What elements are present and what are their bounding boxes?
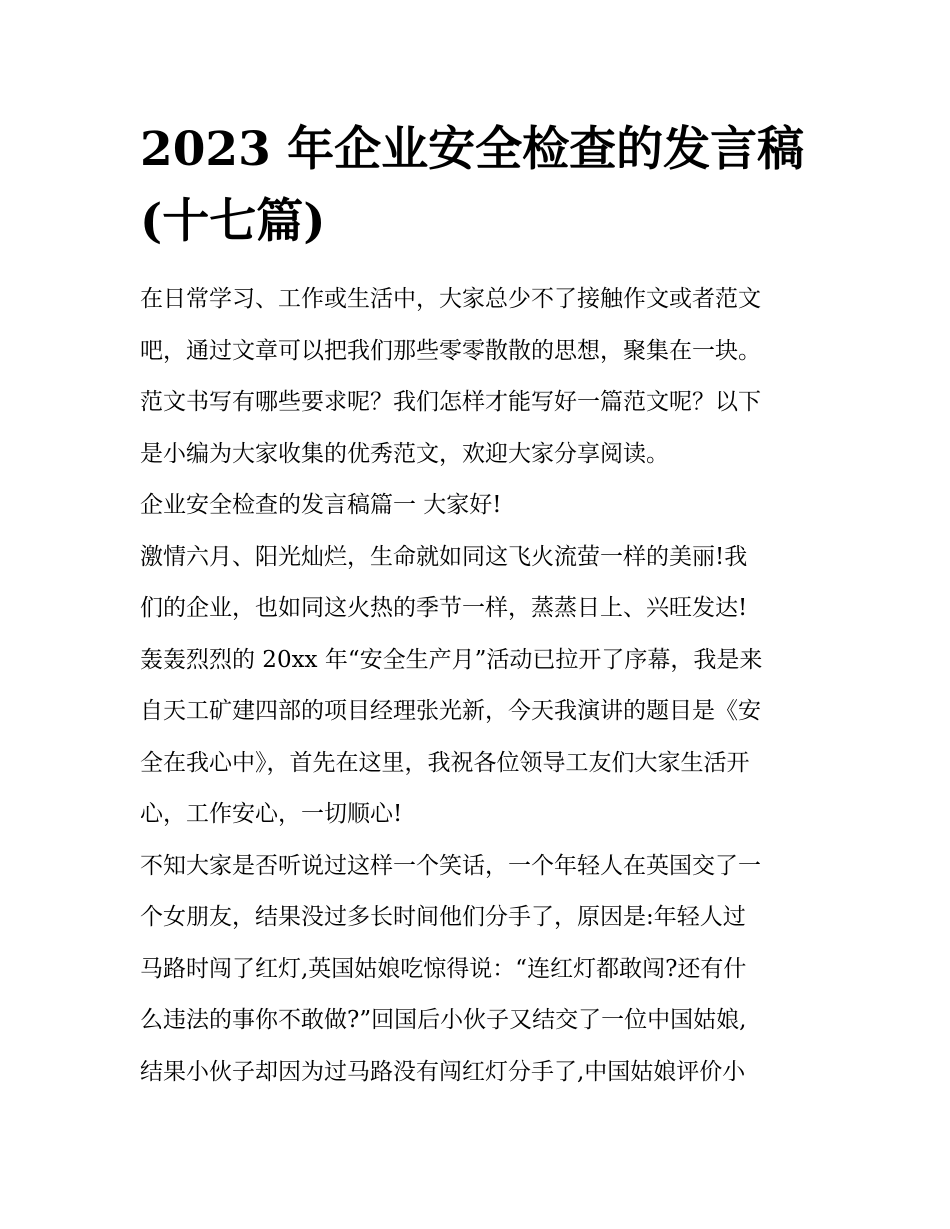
document-title — [140, 114, 820, 258]
body-line: 全在我心中》，首先在这里，我祝各位领导工友们大家生活开 — [140, 749, 750, 776]
body-line: 么违法的事你不敢做?”回国后小伙子又结交了一位中国姑娘, — [140, 1007, 747, 1033]
body-line: 个女朋友，结果没过多长时间他们分手了，原因是:年轻人过 — [140, 904, 746, 930]
body-line: 范文书写有哪些要求呢？我们怎样才能写好一篇范文呢？以下 — [140, 389, 761, 415]
body-line: 吧，通过文章可以把我们那些零零散散的思想，聚集在一块。 — [140, 337, 761, 364]
body-line: 在日常学习、工作或生活中，大家总少不了接触作文或者范文 — [140, 286, 761, 312]
body-line: 不知大家是否听说过这样一个笑话，一个年轻人在英国交了一 — [140, 852, 761, 879]
document-body — [140, 274, 830, 1098]
body-line: 结果小伙子却因为过马路没有闯红灯分手了,中国姑娘评价小 — [140, 1058, 746, 1085]
title-line-2: (十七篇) — [140, 194, 326, 249]
title-line-1: 2023 年企业安全检查的发言稿 — [140, 122, 805, 177]
body-line: 轰轰烈烈的 20xx 年“安全生产月”活动已拉开了序幕，我是来 — [140, 646, 763, 673]
body-line: 激情六月、阳光灿烂，生命就如同这飞火流萤一样的美丽!我 — [140, 543, 748, 570]
body-line: 们的企业，也如同这火热的季节一样，蒸蒸日上、兴旺发达! — [140, 595, 748, 621]
body-line: 马路时闯了红灯,英国姑娘吃惊得说：“连红灯都敢闯?还有什 — [140, 955, 747, 982]
body-line: 心，工作安心，一切顺心! — [140, 801, 403, 827]
body-line: 是小编为大家收集的优秀范文，欢迎大家分享阅读。 — [140, 440, 669, 467]
section-heading-line: 企业安全检查的发言稿篇一 大家好! — [140, 492, 502, 518]
body-line: 自天工矿建四部的项目经理张光新，今天我演讲的题目是《安 — [140, 698, 761, 724]
